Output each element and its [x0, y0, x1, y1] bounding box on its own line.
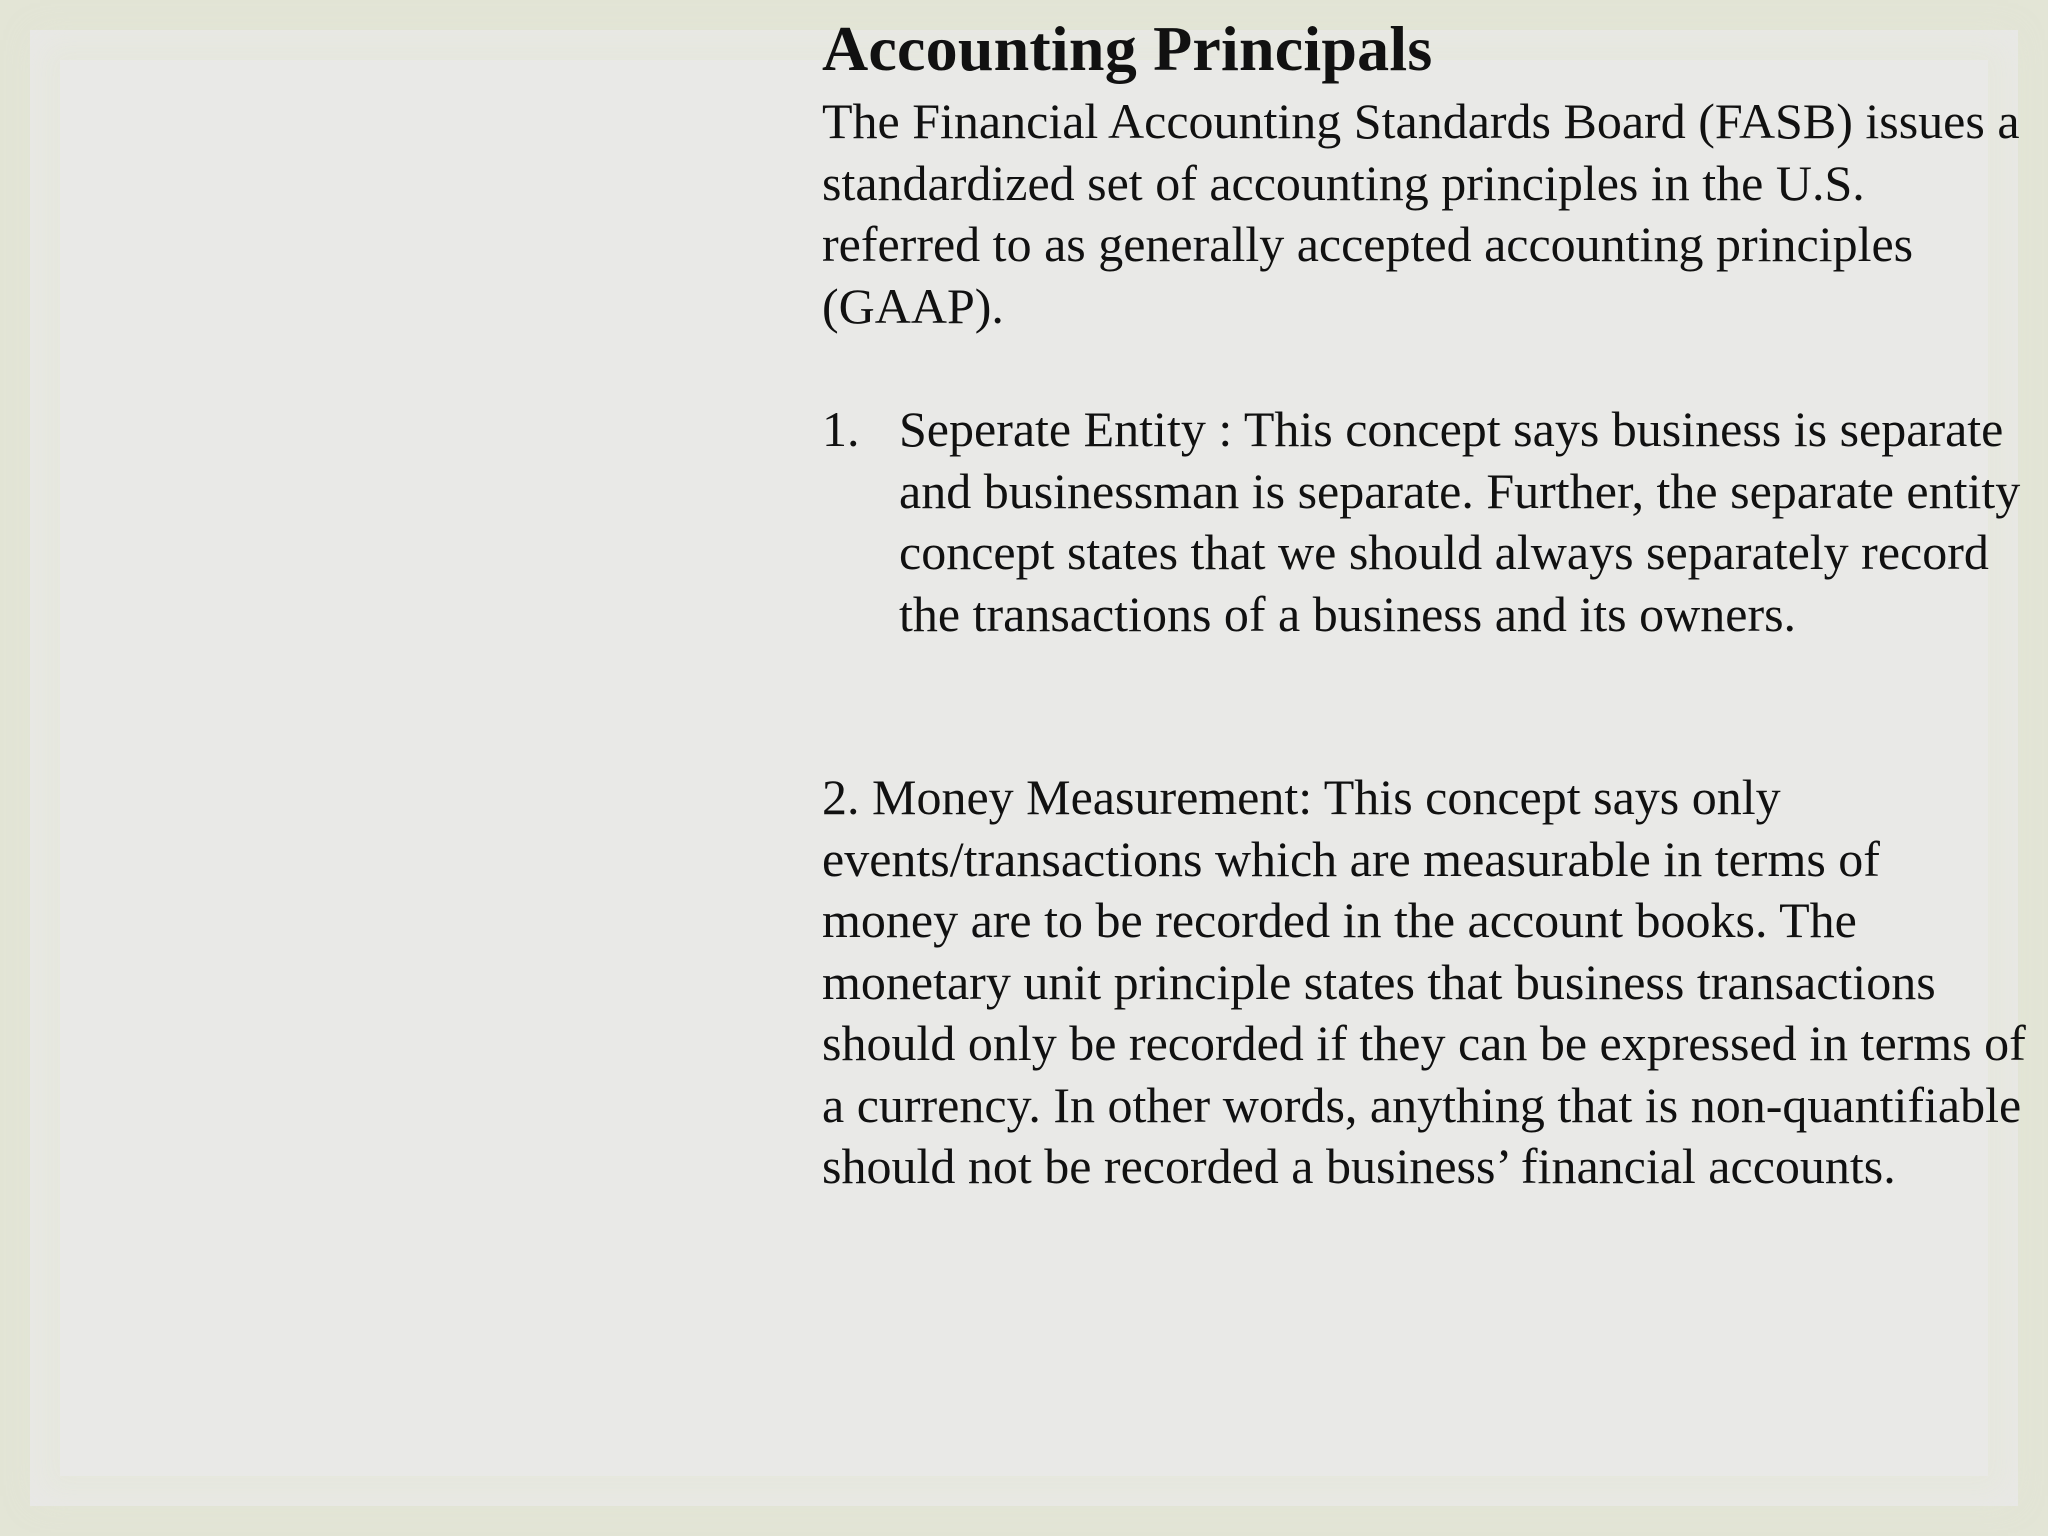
list-item-number: 1. [822, 401, 860, 457]
list-item-text: Seperate Entity : This concept says business is separate and businessman is separate. Further, the separate entity concept states that we should always separately record the transactions of a business and its owners. [899, 401, 2021, 642]
intro-paragraph: The Financial Accounting Standards Board (FASB) issues a standardized set of accounting principles in the U.S. referred to as generally accepted accounting principles (GAAP). [822, 93, 2020, 334]
money-measurement-paragraph: 2. Money Measurement: This concept says only events/transactions which are measurable in terms of money are to be recorded in the account books. The monetary unit principle states that business transactions should only be recorded if they can be expressed in terms of a currency. In other words, anything that is non-quantifiable should not be recorded a business’ financial accounts. [822, 769, 2026, 1194]
slide-content [822, 4, 2027, 1198]
list-item-separate-entity [822, 399, 2027, 645]
slide-title: Accounting Principals [822, 13, 1433, 84]
